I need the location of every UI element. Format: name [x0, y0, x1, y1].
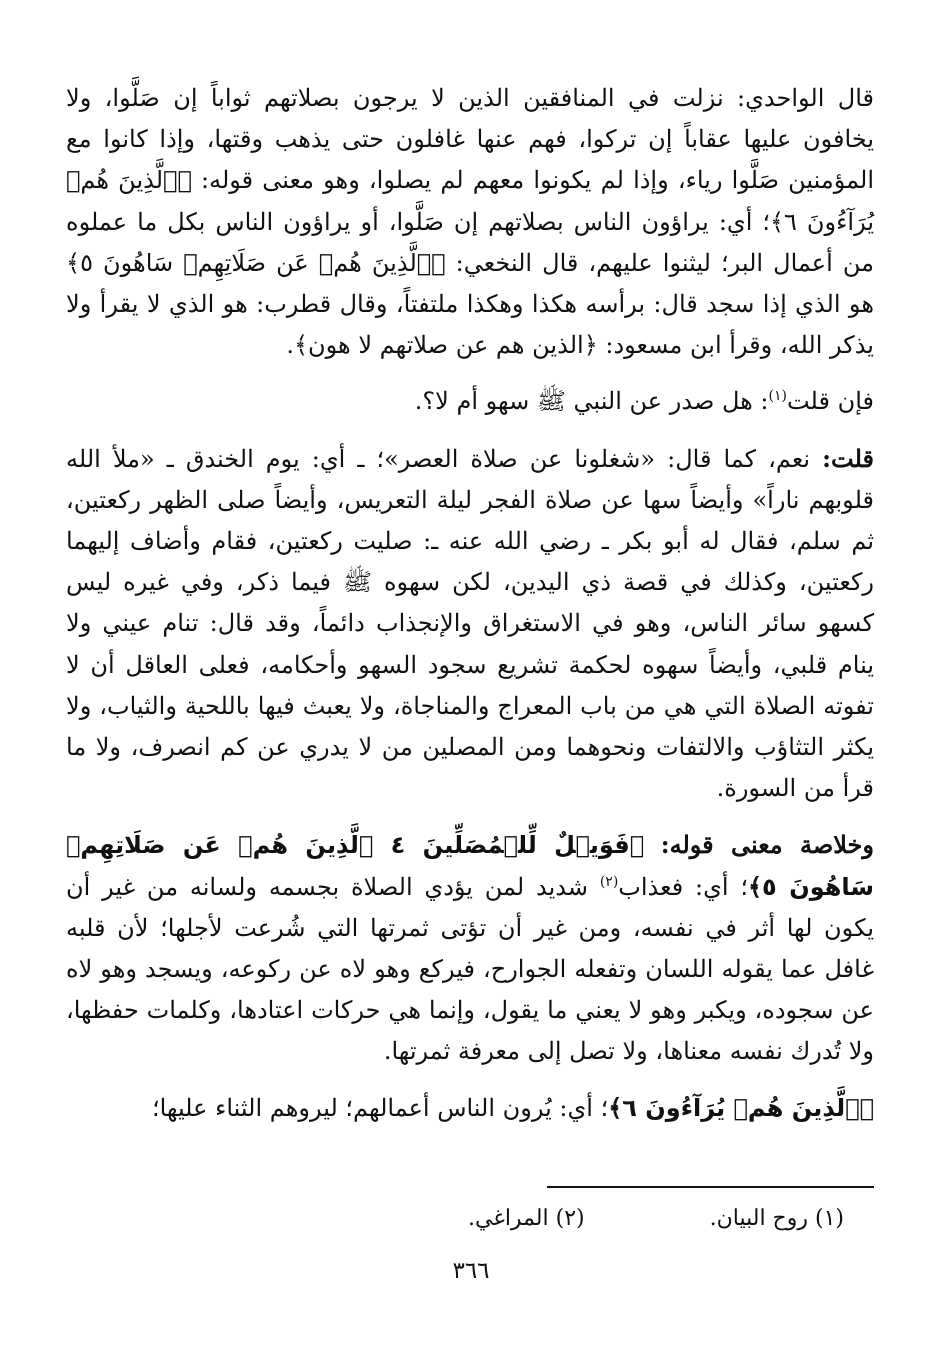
quran-verse: ﴿ٱلَّذِينَ هُمۡ يُرَآءُونَ ٦﴾	[608, 1093, 874, 1122]
text-run: : هل صدر عن النبي ﷺ سهو أم لا؟.	[414, 387, 769, 416]
quran-verse: ﴿فَوَيۡلٌ لِّلۡمُصَلِّينَ ٤ ٱلَّذِينَ هُمۡ عَن صَلَاتِهِمۡ سَاهُونَ ٥﴾	[66, 831, 874, 901]
text-run: قال الواحدي: نزلت في المنافقين الذين لا يرجون بصلاتهم ثواباً إن صَلَّوا، ولا يخافون عليها عقاباً إن تركوا، فهم عنها غافلون حتى يذهب وقتها، وإذا كانوا مع المؤمنين صَلَّوا رياء، وإذا لم يكونوا معهم لم يصلوا، وهو معنى قوله:	[66, 84, 875, 195]
paragraph	[66, 381, 874, 422]
text-run: ؛ أي: يراؤون الناس بصلاتهم إن صَلَّوا، أو يراؤون الناس بكل ما عملوه من أعمال البر؛ ليثنوا عليهم، قال النخعي:	[66, 207, 874, 277]
bold-lead: قلت:	[822, 443, 874, 473]
footnotes	[244, 1203, 844, 1235]
footnote-1: (١) روح البيان.	[709, 1206, 844, 1231]
text-run: هو الذي إذا سجد قال: برأسه هكذا وهكذا ملتفتاً، وقال قطرب: هو الذي لا يقرأ ولا يذكر الله، وقرأ ابن مسعود: ﴿الذين هم عن صلاتهم لا هون﴾.	[66, 290, 874, 360]
text-run	[644, 831, 661, 859]
text-run: فإن قلت	[786, 387, 874, 416]
footnote-2: (٢) المراغي.	[467, 1206, 585, 1231]
quran-verse: ﴿ٱلَّذِينَ هُمۡ يُرَآءُونَ ٦﴾	[66, 166, 875, 236]
page-number: ٣٦٦	[452, 1258, 490, 1284]
paragraph	[66, 1088, 874, 1129]
footnote-ref: (١)	[768, 388, 787, 405]
text-run: شديد لمن يؤدي الصلاة بجسمه ولسانه من غير أن يكون لها أثر في نفسه، ومن غير أن تؤتى ثمرتها التي شُرعت لأجلها؛ لأن قلبه غافل عما يقوله اللسان وتفعله الجوارح، فيركع وهو لاه عن ركوعه، ويسجد وهو لاه عن سجوده، ويكبر وهو لا يعني ما يقول، وإنما هي حركات اعتادها، وكلمات حفظها، ولا تُدرك نفسه معناها، ولا تصل إلى معرفة ثمرتها.	[66, 872, 874, 1066]
bold-lead: وخلاصة معنى قوله:	[660, 830, 874, 860]
text-run: نعم، كما قال: «شغلونا عن صلاة العصر»؛ ـ أي: يوم الخندق ـ «ملأ الله قلوبهم ناراً» وأيضاً سها عن صلاة الفجر ليلة التعريس، وأيضاً صلى الظهر ركعتين، ثم سلم، فقال له أبو بكر ـ رضي الله عنه ـ: صليت ركعتين، فقام وأضاف إليهما ركعتين، وكذلك في قصة ذي اليدين، لكن سهوه ﷺ فيما ذكر، وفي غيره ليس كسهو سائر الناس، وهو في الاستغراق والإنجذاب دائماً، وقد قال: تنام عيني ولا ينام قلبي، وأيضاً سهوه لحكمة تشريع سجود السهو وأحكامه، فعلى العاقل أن لا تفوته الصلاة التي هي من باب المعراج والمناجاة، ولا يعبث فيها باللحية والثياب، ولا يكثر التثاؤب والالتفات ونحوهما ومن المصلين من لا يدري عن كم انصرف، ولا ما قرأ من السورة.	[66, 444, 874, 803]
paragraph	[66, 824, 874, 1072]
text-run: ؛ أي: فعذاب	[618, 872, 748, 901]
footnote-separator	[547, 1186, 874, 1188]
paragraph	[66, 78, 874, 366]
page-body	[66, 78, 874, 1129]
footnote-ref: (٢)	[599, 873, 619, 890]
quran-verse: ﴿ٱلَّذِينَ هُمۡ عَن صَلَاتِهِمۡ سَاهُونَ ٥﴾	[66, 248, 446, 277]
text-run: ؛ أي: يُرون الناس أعمالهم؛ ليروهم الثناء عليها؛	[151, 1093, 609, 1122]
paragraph	[66, 438, 874, 810]
